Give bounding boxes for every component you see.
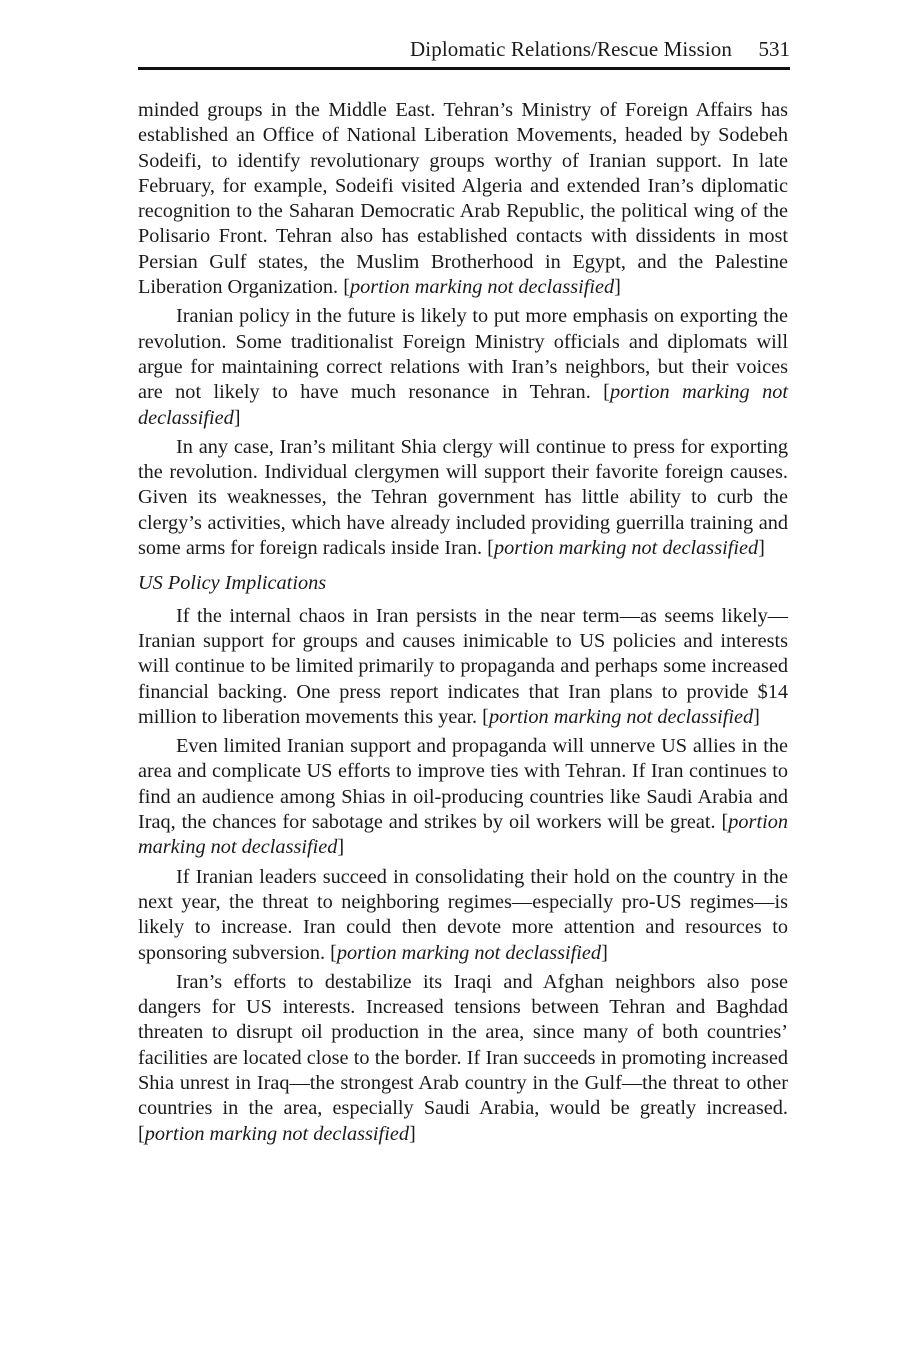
declassification-marking: portion marking not declassified (488, 705, 754, 728)
marking-open: [ (343, 276, 350, 299)
paragraph (138, 304, 788, 430)
marking-close: ] (601, 941, 608, 964)
marking-open: [ (721, 811, 729, 834)
paragraph-text: If Iranian leaders succeed in consolidating their hold on the country in the next year, the threat to neighboring regimes—especially pro-US regimes—is likely to increase. Iran could then devote more attention and resources to sponsoring subversion. (138, 865, 788, 964)
paragraph (138, 970, 788, 1147)
paragraph-text: Iranian policy in the future is likely to put more emphasis on exporting the revolution. Some traditionalist Foreign Ministry officials and diplomats will argue for maintaining correct relations with Iran’s neighbors, but their voices are not likely to have much resonance in Tehran. (138, 305, 788, 404)
running-title: Diplomatic Relations/Rescue Mission (410, 37, 732, 61)
paragraph (138, 604, 788, 730)
body-text (138, 98, 788, 1147)
paragraph (138, 734, 788, 860)
marking-close: ] (614, 276, 621, 299)
marking-open: [ (330, 941, 337, 964)
paragraph-text: If the internal chaos in Iran persists in the near term—as seems likely—Iranian support for groups and causes inimicable to US policies and interests will continue to be limited primarily to propaganda and perhaps some increased financial backing. One press report indicates that Iran plans to provide $14 million to liberation movements this year. (138, 604, 788, 728)
paragraph-text: Even limited Iranian support and propaganda will unnerve US allies in the area and complicate US efforts to improve ties with Tehran. If Iran continues to find an audience among Shias in oil-producing countries like Saudi Arabia and Iraq, the chances for sabotage and strikes by oil workers will be great. (138, 735, 788, 834)
section-heading: US Policy Implications (138, 572, 327, 595)
paragraph-text: Iran’s efforts to destabilize its Iraqi and Afghan neighbors also pose dangers for US interests. Increased tensions between Tehran and Baghdad threaten to disrupt oil production in the area, since many of both countries’ facilities are located close to the border. If Iran succeeds in promoting increased Shia unrest in Iraq—the strongest Arab country in the Gulf—the threat to other countries in the area, especially Saudi Arabia, would be greatly increased. (138, 970, 788, 1120)
paragraph-text: In any case, Iran’s militant Shia clergy will continue to press for exporting the revolution. Individual clergymen will support their favorite foreign causes. Given its weaknesses, the Tehran government has little ability to curb the clergy’s activities, which have already included providing guerrilla training and some arms for foreign radicals inside Iran. (138, 435, 788, 560)
declassification-marking: portion marking not declassified (493, 537, 759, 560)
marking-close: ] (408, 1122, 416, 1145)
marking-close: ] (233, 406, 241, 429)
paragraph (138, 435, 788, 561)
marking-open: [ (487, 537, 494, 560)
declassification-marking: portion marking not declassified (138, 811, 788, 859)
marking-close: ] (337, 836, 345, 859)
marking-open: [ (138, 1122, 145, 1145)
marking-open: [ (482, 705, 489, 728)
marking-close: ] (753, 705, 760, 728)
declassification-marking: portion marking not declassified (138, 381, 788, 429)
declassification-marking: portion marking not declassified (144, 1122, 409, 1145)
declassification-marking: portion marking not declassified (349, 276, 615, 299)
paragraph (138, 98, 788, 300)
marking-close: ] (758, 537, 765, 560)
paragraph (138, 865, 788, 966)
marking-open: [ (603, 381, 610, 404)
paragraph-text: minded groups in the Middle East. Tehran’s Ministry of Foreign Affairs has established an Office of National Liberation Movements, headed by Sodebeh Sodeifi, to identify revolutionary groups worthy of Iranian support. In late February, for example, Sodeifi visited Algeria and extended Iran’s diplomatic recognition to the Saharan Democratic Arab Republic, the political wing of the Polisario Front. Tehran also has established contacts with dissidents in most Persian Gulf states, the Muslim Brotherhood in Egypt, and the Palestine Liberation Organization. (138, 99, 788, 299)
declassification-marking: portion marking not declassified (336, 941, 602, 964)
page-number: 531 (758, 37, 790, 61)
page-header (138, 36, 790, 70)
